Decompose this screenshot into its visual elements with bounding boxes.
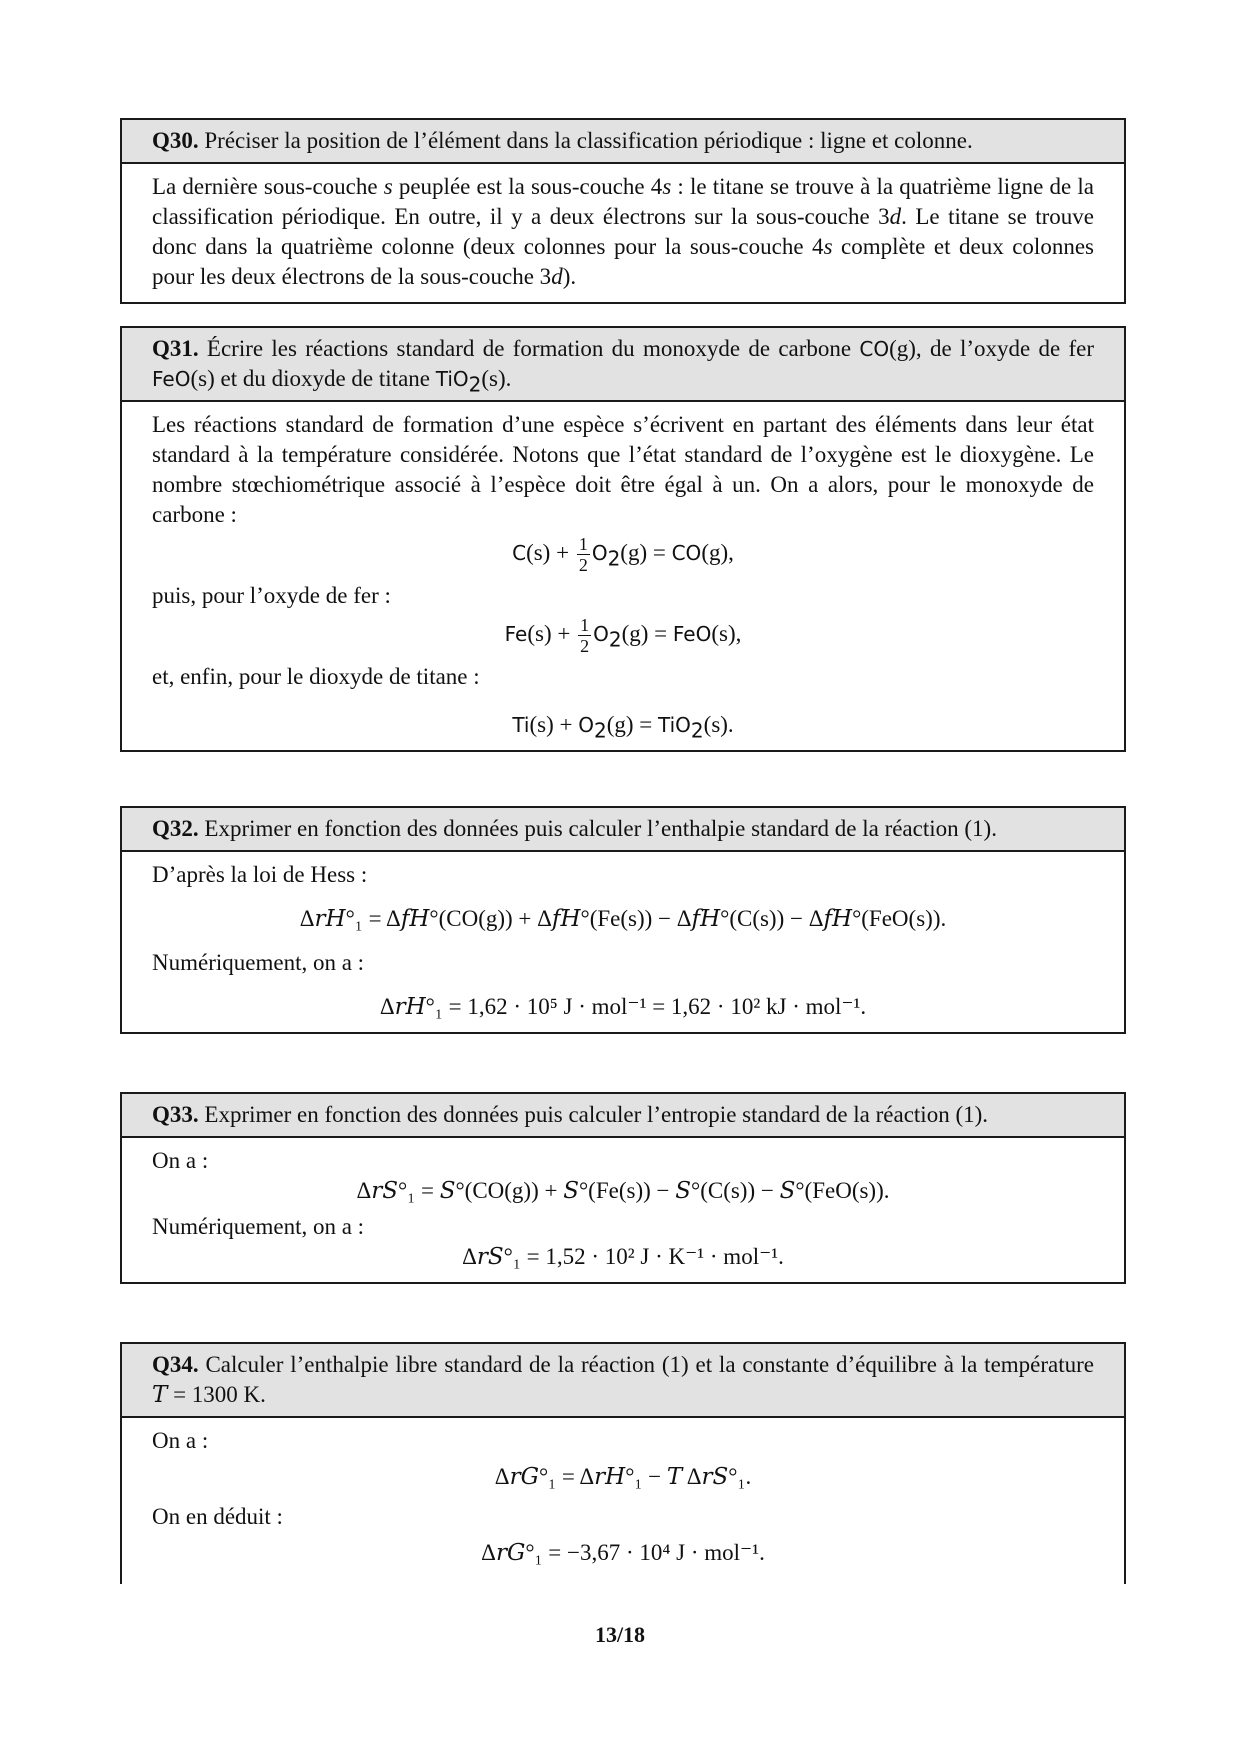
q31-mid2: et, enfin, pour le dioxyde de titane : bbox=[152, 664, 480, 689]
q32-box bbox=[120, 806, 1126, 1034]
q30-answer-text: La dernière sous-couche s peuplée est la sous-couche 4s : le titane se trouve à la quatrième ligne de la classification périodique. En outre, il y a deux électrons sur la sous-couche 3d. Le titane se trouve donc dans la quatrième colonne (deux colonnes pour la sous-couche 4s complète et deux colonnes pour les deux électrons de la sous-couche 3d). bbox=[152, 174, 1094, 289]
q31-equation-tio2: $Ti(s) + O_2(g) = TiO_2(s)$. bbox=[512, 712, 734, 743]
q34-answer bbox=[122, 1418, 1124, 1578]
q31-box bbox=[120, 326, 1126, 752]
q33-intro: On a : bbox=[152, 1148, 209, 1173]
q32-question: Q32. Exprimer en fonction des données puis calculer l’enthalpie standard de la réaction (1). bbox=[122, 808, 1124, 852]
q33-label: Q33. bbox=[152, 1102, 199, 1127]
q32-numeric-equation: Δ𝑟𝐻°₁ = 1,62 · 10⁵ J · mol⁻¹ = 1,62 · 10² kJ · mol⁻¹. bbox=[379, 994, 867, 1019]
q31-label: Q31. bbox=[152, 336, 199, 361]
q30-label: Q30. bbox=[152, 128, 199, 153]
q31-answer bbox=[122, 402, 1124, 750]
q30-box bbox=[120, 118, 1126, 304]
page-number: 13/18 bbox=[594, 1622, 646, 1647]
q32-num-intro: Numériquement, on a : bbox=[152, 950, 365, 975]
q31-equation-feo: Fe(s) + $\frac{1}{2}$ $O_2(g) = FeO(s)$, bbox=[504, 615, 742, 656]
q32-hess-equation: Δ𝑟𝐻°₁ = Δ𝑓𝐻°(CO(g)) + Δ𝑓𝐻°(Fe(s)) − Δ𝑓𝐻°(C(s)) − Δ𝑓𝐻°(FeO(s)). bbox=[299, 906, 947, 931]
q30-question bbox=[122, 120, 1124, 164]
q32-label: Q32. bbox=[152, 816, 199, 841]
q34-question: Q34. Calculer l’enthalpie libre standard de la réaction (1) et la constante d’équilibre à la température 𝑇 = 1300 K. bbox=[122, 1344, 1124, 1418]
q33-box bbox=[120, 1092, 1126, 1284]
q34-deduce: On en déduit : bbox=[152, 1504, 283, 1529]
q32-intro: D’après la loi de Hess : bbox=[152, 862, 368, 887]
q33-question: Q33. Exprimer en fonction des données puis calculer l’entropie standard de la réaction (1). bbox=[122, 1094, 1124, 1138]
q33-entropy-equation: Δ𝑟𝑆°₁ = 𝑆°(CO(g)) + 𝑆°(Fe(s)) − 𝑆°(C(s)) − 𝑆°(FeO(s)). bbox=[356, 1178, 890, 1203]
q33-numeric-equation: Δ𝑟𝑆°₁ = 1,52 · 10² J · K⁻¹ · mol⁻¹. bbox=[462, 1244, 784, 1269]
q33-num-intro: Numériquement, on a : bbox=[152, 1214, 365, 1239]
q34-gibbs-equation: Δ𝑟𝐺°₁ = Δ𝑟𝐻°₁ − 𝑇 Δ𝑟𝑆°₁. bbox=[494, 1464, 752, 1489]
q30-question-text: Préciser la position de l’élément dans la classification périodique : ligne et colonne. bbox=[204, 128, 973, 153]
q30-answer bbox=[122, 164, 1124, 302]
q34-label: Q34. bbox=[152, 1352, 199, 1377]
q34-intro: On a : bbox=[152, 1428, 209, 1453]
q32-answer bbox=[122, 852, 1124, 1032]
q31-intro: Les réactions standard de formation d’une espèce s’écrivent en partant des éléments dans leur état standard à la température considérée. Notons que l’état standard de l’oxygène est le dioxygène. Le nombre stœchiométrique associé à l’espèce doit être égal à un. On a alors, pour le monoxyde de carbone : bbox=[152, 412, 1094, 527]
q33-answer bbox=[122, 1138, 1124, 1282]
q31-mid1: puis, pour l’oxyde de fer : bbox=[152, 583, 391, 608]
q34-numeric-equation: Δ𝑟𝐺°₁ = −3,67 · 10⁴ J · mol⁻¹. bbox=[481, 1540, 765, 1565]
q31-question: Q31. Écrire les réactions standard de formation du monoxyde de carbone CO(g), de l’oxyde de fer FeO(s) et du dioxyde de titane TiO$_2$(s). bbox=[122, 328, 1124, 402]
q31-equation-co: C(s) + $\frac{1}{2}$ $O_2(g) = CO(g)$, bbox=[512, 534, 734, 575]
q34-box bbox=[120, 1342, 1126, 1584]
